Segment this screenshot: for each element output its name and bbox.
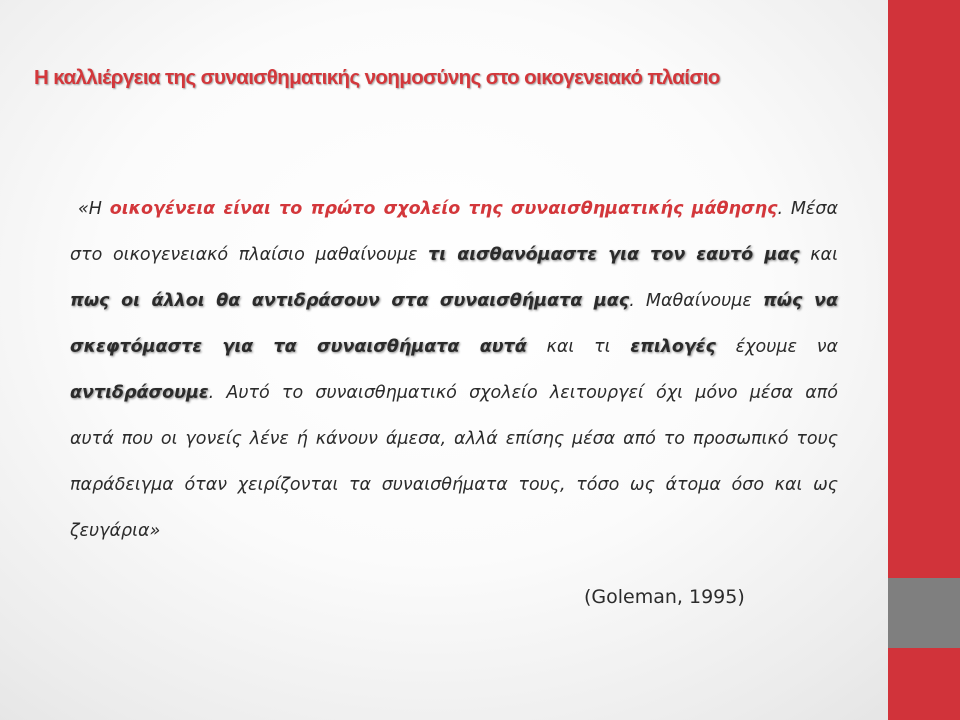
side-bar-red-top xyxy=(888,0,960,578)
slide-title: Η καλλιέργεια της συναισθηματικής νοημοσύνης στο οικογενειακό πλαίσιο xyxy=(34,66,720,89)
quote-segment: . Αυτό το συναισθηματικό σχολείο λειτουργεί όχι μόνο μέσα από αυτά που οι γονείς λένε ή κάνουν άμεσα, αλλά επίσης μέσα από το προσωπικό τους παράδειγμα όταν χειρίζονται τα συναισθήματα τους, τόσο ως άτομα όσο και ως ζευγάρια» xyxy=(70,383,838,541)
quote-segment-emphasis-red: οικογένεια είναι το πρώτο σχολείο της συναισθηματικής μάθησης xyxy=(109,199,778,219)
side-bar-gray-block xyxy=(888,578,960,648)
quote-segment-highlight: πώς να σκεφτόμαστε για τα συναισθήματα αυτά xyxy=(70,291,838,357)
decorative-side-bar xyxy=(888,0,960,720)
citation: (Goleman, 1995) xyxy=(584,586,745,608)
quote-segment-highlight: επιλογές xyxy=(630,337,716,357)
quote-segment: . Μαθαίνουμε xyxy=(629,291,763,311)
quote-segment-highlight: αντιδράσουμε xyxy=(70,383,209,403)
quote-segment: και τι xyxy=(526,337,631,357)
quote-segment-highlight: πως οι άλλοι θα αντιδράσουν στα συναισθήματα μας xyxy=(70,291,630,311)
quote-segment: έχουμε να xyxy=(715,337,839,357)
quote-segment: και xyxy=(799,245,838,265)
quote-segment-highlight: τι αισθανόμαστε για τον εαυτό μας xyxy=(428,245,800,265)
quote-paragraph xyxy=(70,186,838,554)
quote-segment: . Μέσα στο οικογενειακό πλαίσιο μαθαίνουμε xyxy=(70,199,838,265)
side-bar-red-bottom xyxy=(888,648,960,720)
quote-segment: «Η xyxy=(78,199,110,219)
